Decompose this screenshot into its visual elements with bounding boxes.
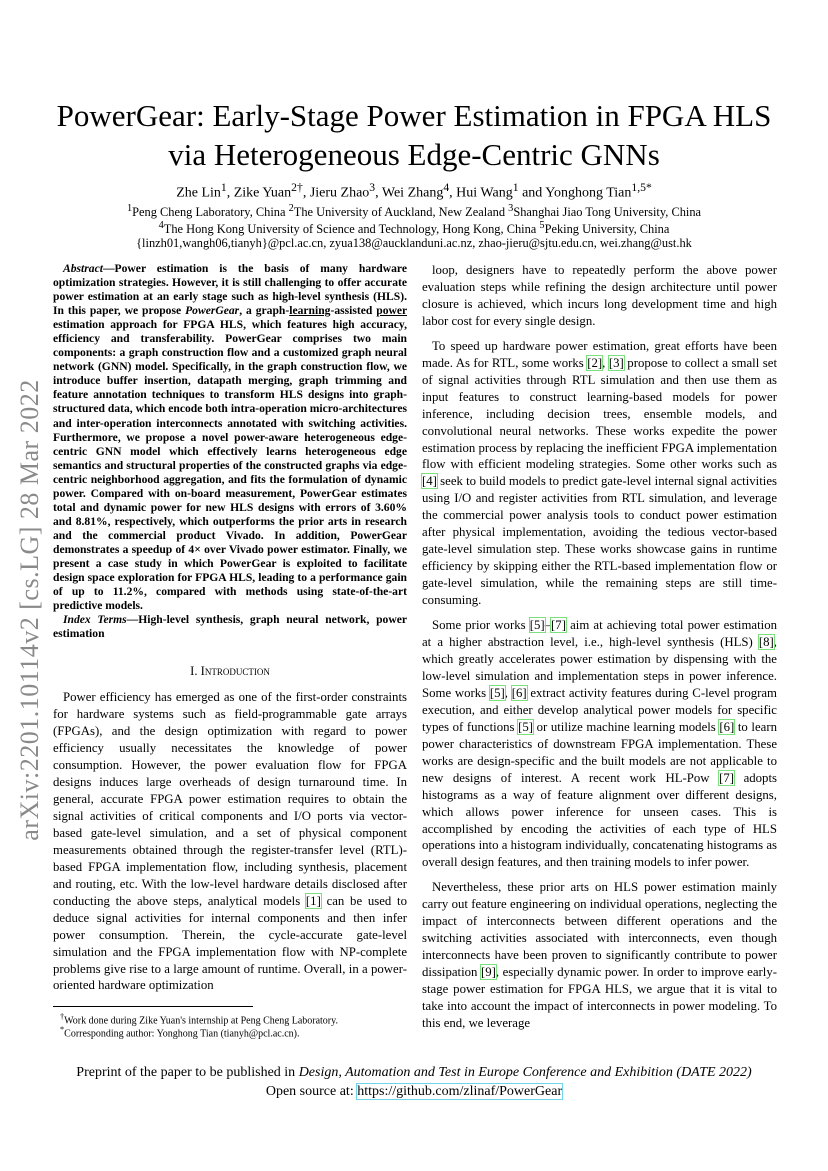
citation-link[interactable]: [1]	[305, 893, 321, 908]
citation-link[interactable]: [4]	[422, 474, 437, 489]
citation-link[interactable]: [5]	[489, 685, 505, 700]
citation-link[interactable]: [5]	[518, 719, 533, 734]
citation-link[interactable]: [6]	[719, 719, 735, 734]
citation-link[interactable]: [8]	[758, 635, 774, 650]
open-source-label: Open source at:	[265, 1084, 358, 1099]
arxiv-stamp	[6, 340, 54, 880]
abstract: Abstract—Power estimation is the basis of many hardware optimization strategies. However, it is still challenging to offer accurate power estimation at an early stage such as high-level synthesis (HLS). In this paper, we propose PowerGear, a graph-learning-assisted power estimation approach for FPGA HLS, which features high accuracy, efficiency and transferability. PowerGear comprises two main components: a graph construction flow and a customized graph neural network (GNN) model. Specifically, in the graph construction flow, we introduce buffer insertion, datapath merging, graph trimming and feature annotation techniques to transform HLS designs into graph-structured data, which encode both intra-operation micro-architectures and inter-operation interconnects annotated with switching activities. Furthermore, we propose a novel power-aware heterogeneous edge-centric GNN model which effectively learns heterogeneous edge semantics and structural properties of the constructed graphs via edge-centric neighborhood aggregation, and fits the formulation of dynamic power. Compared with on-board measurement, PowerGear estimates total and dynamic power for new HLS designs with errors of 3.60% and 8.81%, respectively, which outperforms the prior arts in research and the commercial product Vivado. In addition, PowerGear demonstrates a speedup of 4× over Vivado power estimator. Finally, we present a case study in which PowerGear is exploited to facilitate design space exploration for FPGA HLS, leading to a performance gain of up to 11.2%, compared with methods using state-of-the-art predictive models.	[53, 262, 407, 613]
right-column	[422, 262, 777, 1032]
right-body-text	[422, 262, 777, 1032]
open-source-line	[40, 1082, 788, 1101]
index-terms: Index Terms—High-level synthesis, graph neural network, power estimation	[53, 613, 407, 641]
body-paragraph: Power efficiency has emerged as one of the first-order constraints for hardware systems such as field-programmable gate arrays (FPGAs), and the design optimization with regard to power efficiency usually necessitates the knowledge of power consumption. However, the power evaluation flow for FPGA designs induces large overheads of design turnaround time. In general, accurate FPGA power estimation requires to obtain the signal activities of critical components and I/O ports via vector-based gate-level simulation, and a set of physical component measurements obtained through the register-transfer level (RTL)-based FPGA implementation flow, including synthesis, placement and routing, etc. With the low-level hardware details disclosed after conducting the above steps, analytical models [1] can be used to deduce signal activities for internal components and then infer power consumption. Therein, the cycle-accurate gate-level simulation and the FPGA implementation flow with NP-complete problems give rise to a large amount of runtime. Overall, in a power-oriented hardware optimization	[53, 690, 408, 993]
citation-link[interactable]: [2]	[587, 355, 603, 370]
body-paragraph: Nevertheless, these prior arts on HLS power estimation mainly carry out feature engineering on individual operations, neglecting the impact of interconnects between different operations and the switching activities associated with interconnects, even though interconnects have been proven to significantly contribute to power dissipation [9], especially dynamic power. In order to improve early-stage power estimation for FPGA HLS, we argue that it is vital to take into account the impact of interconnects in power modeling. To this end, we leverage	[422, 880, 777, 1030]
citation-link[interactable]: [5]	[529, 618, 545, 633]
left-column	[53, 262, 407, 994]
footnote-rule	[53, 1006, 253, 1007]
section-heading-introduction: I. Introduction	[190, 664, 270, 679]
body-paragraph: loop, designers have to repeatedly perform the above power evaluation steps while refining the design architecture until power closure is achieved, which incurs long development time and high labor cost for every single design.	[422, 263, 777, 328]
arxiv-stamp-text: arXiv:2201.10114v2 [cs.LG] 28 Mar 2022	[15, 379, 44, 841]
footnote-corresponding-author: *Corresponding author: Yonghong Tian (tianyh@pcl.ac.cn).	[60, 1025, 300, 1040]
footnote-internship: †Work done during Zike Yuan's internship at Peng Cheng Laboratory.	[60, 1012, 338, 1027]
author-list: Zhe Lin$^1$, Zike Yuan$^{2\dagger}$, Jieru Zhao$^3$, Wei Zhang$^4$, Hui Wang$^1$ and Yonghong Tian$^{1,5*}$	[176, 181, 652, 201]
affiliation-line-2: $^4$The Hong Kong University of Science and Technology, Hong Kong, China $^5$Peking University, China	[158, 220, 670, 237]
citation-link[interactable]: [7]	[551, 618, 566, 633]
citation-link[interactable]: [7]	[719, 770, 735, 785]
citation-link[interactable]: [3]	[608, 355, 624, 370]
affiliation-line-1: $^1$Peng Cheng Laboratory, China $^2$The University of Auckland, New Zealand $^3$Shanghai Jiao Tong University, China	[126, 203, 702, 220]
body-paragraph: Some prior works [5]–[7] aim at achieving total power estimation at a higher abstraction level, i.e., high-level synthesis (HLS) [8], which greatly accelerates power estimation by dispensing with the low-level simulation and implementation steps in power inference. Some works [5], [6] extract activity features during C-level program execution, and either develop analytical power models for specific types of functions [5] or utilize machine learning models [6] to learn power characteristics of downstream FPGA implementation. These works are design-specific and the built models are not applicable to new designs of interest. A recent work HL-Pow [7] adopts histograms as a way of feature alignment over different designs, which allows power inference for unseen cases. This is accomplished by encoding the activities of each type of HLS operations into a histogram individually, concatenating histograms as overall design features, and then training models to infer power.	[422, 618, 778, 870]
author-emails: {linzh01,wangh06,tianyh}@pcl.ac.cn, zyua138@aucklanduni.ac.nz, zhao-jieru@sjtu.edu.cn, wei.zhang@ust.hk	[136, 236, 692, 250]
left-body-text	[53, 689, 407, 994]
github-link[interactable]: https://github.com/zlinaf/PowerGear	[357, 1084, 563, 1099]
preprint-notice: Preprint of the paper to be published in Design, Automation and Test in Europe Conference and Exhibition (DATE 2022)	[76, 1065, 752, 1080]
body-paragraph: To speed up hardware power estimation, great efforts have been made. As for RTL, some works [2], [3] propose to collect a small set of signal activities through RTL simulation and then use them as input features to construct learning-based models for power inference, including decision trees, ensemble models, and convolutional neural networks. These works expedite the power estimation process by replacing the inefficient FPGA implementation flow with efficient modeling strategies. Some other works such as [4] seek to build models to predict gate-level internal signal activities using I/O and register activities from RTL simulation, and leverage the commercial power analysis tools to conduct power estimation after physical implementation, avoiding the tedious vector-based gate-level simulation step. These works showcase gains in runtime efficiency by skipping either the RTL-based implementation flow or gate-level simulation, while the remaining steps are still time-consuming.	[422, 338, 777, 608]
paper-title: PowerGear: Early-Stage Power Estimation in FPGA HLS via Heterogeneous Edge-Centric GNNs	[56, 98, 772, 172]
citation-link[interactable]: [9]	[480, 965, 496, 980]
citation-link[interactable]: [6]	[511, 685, 527, 700]
